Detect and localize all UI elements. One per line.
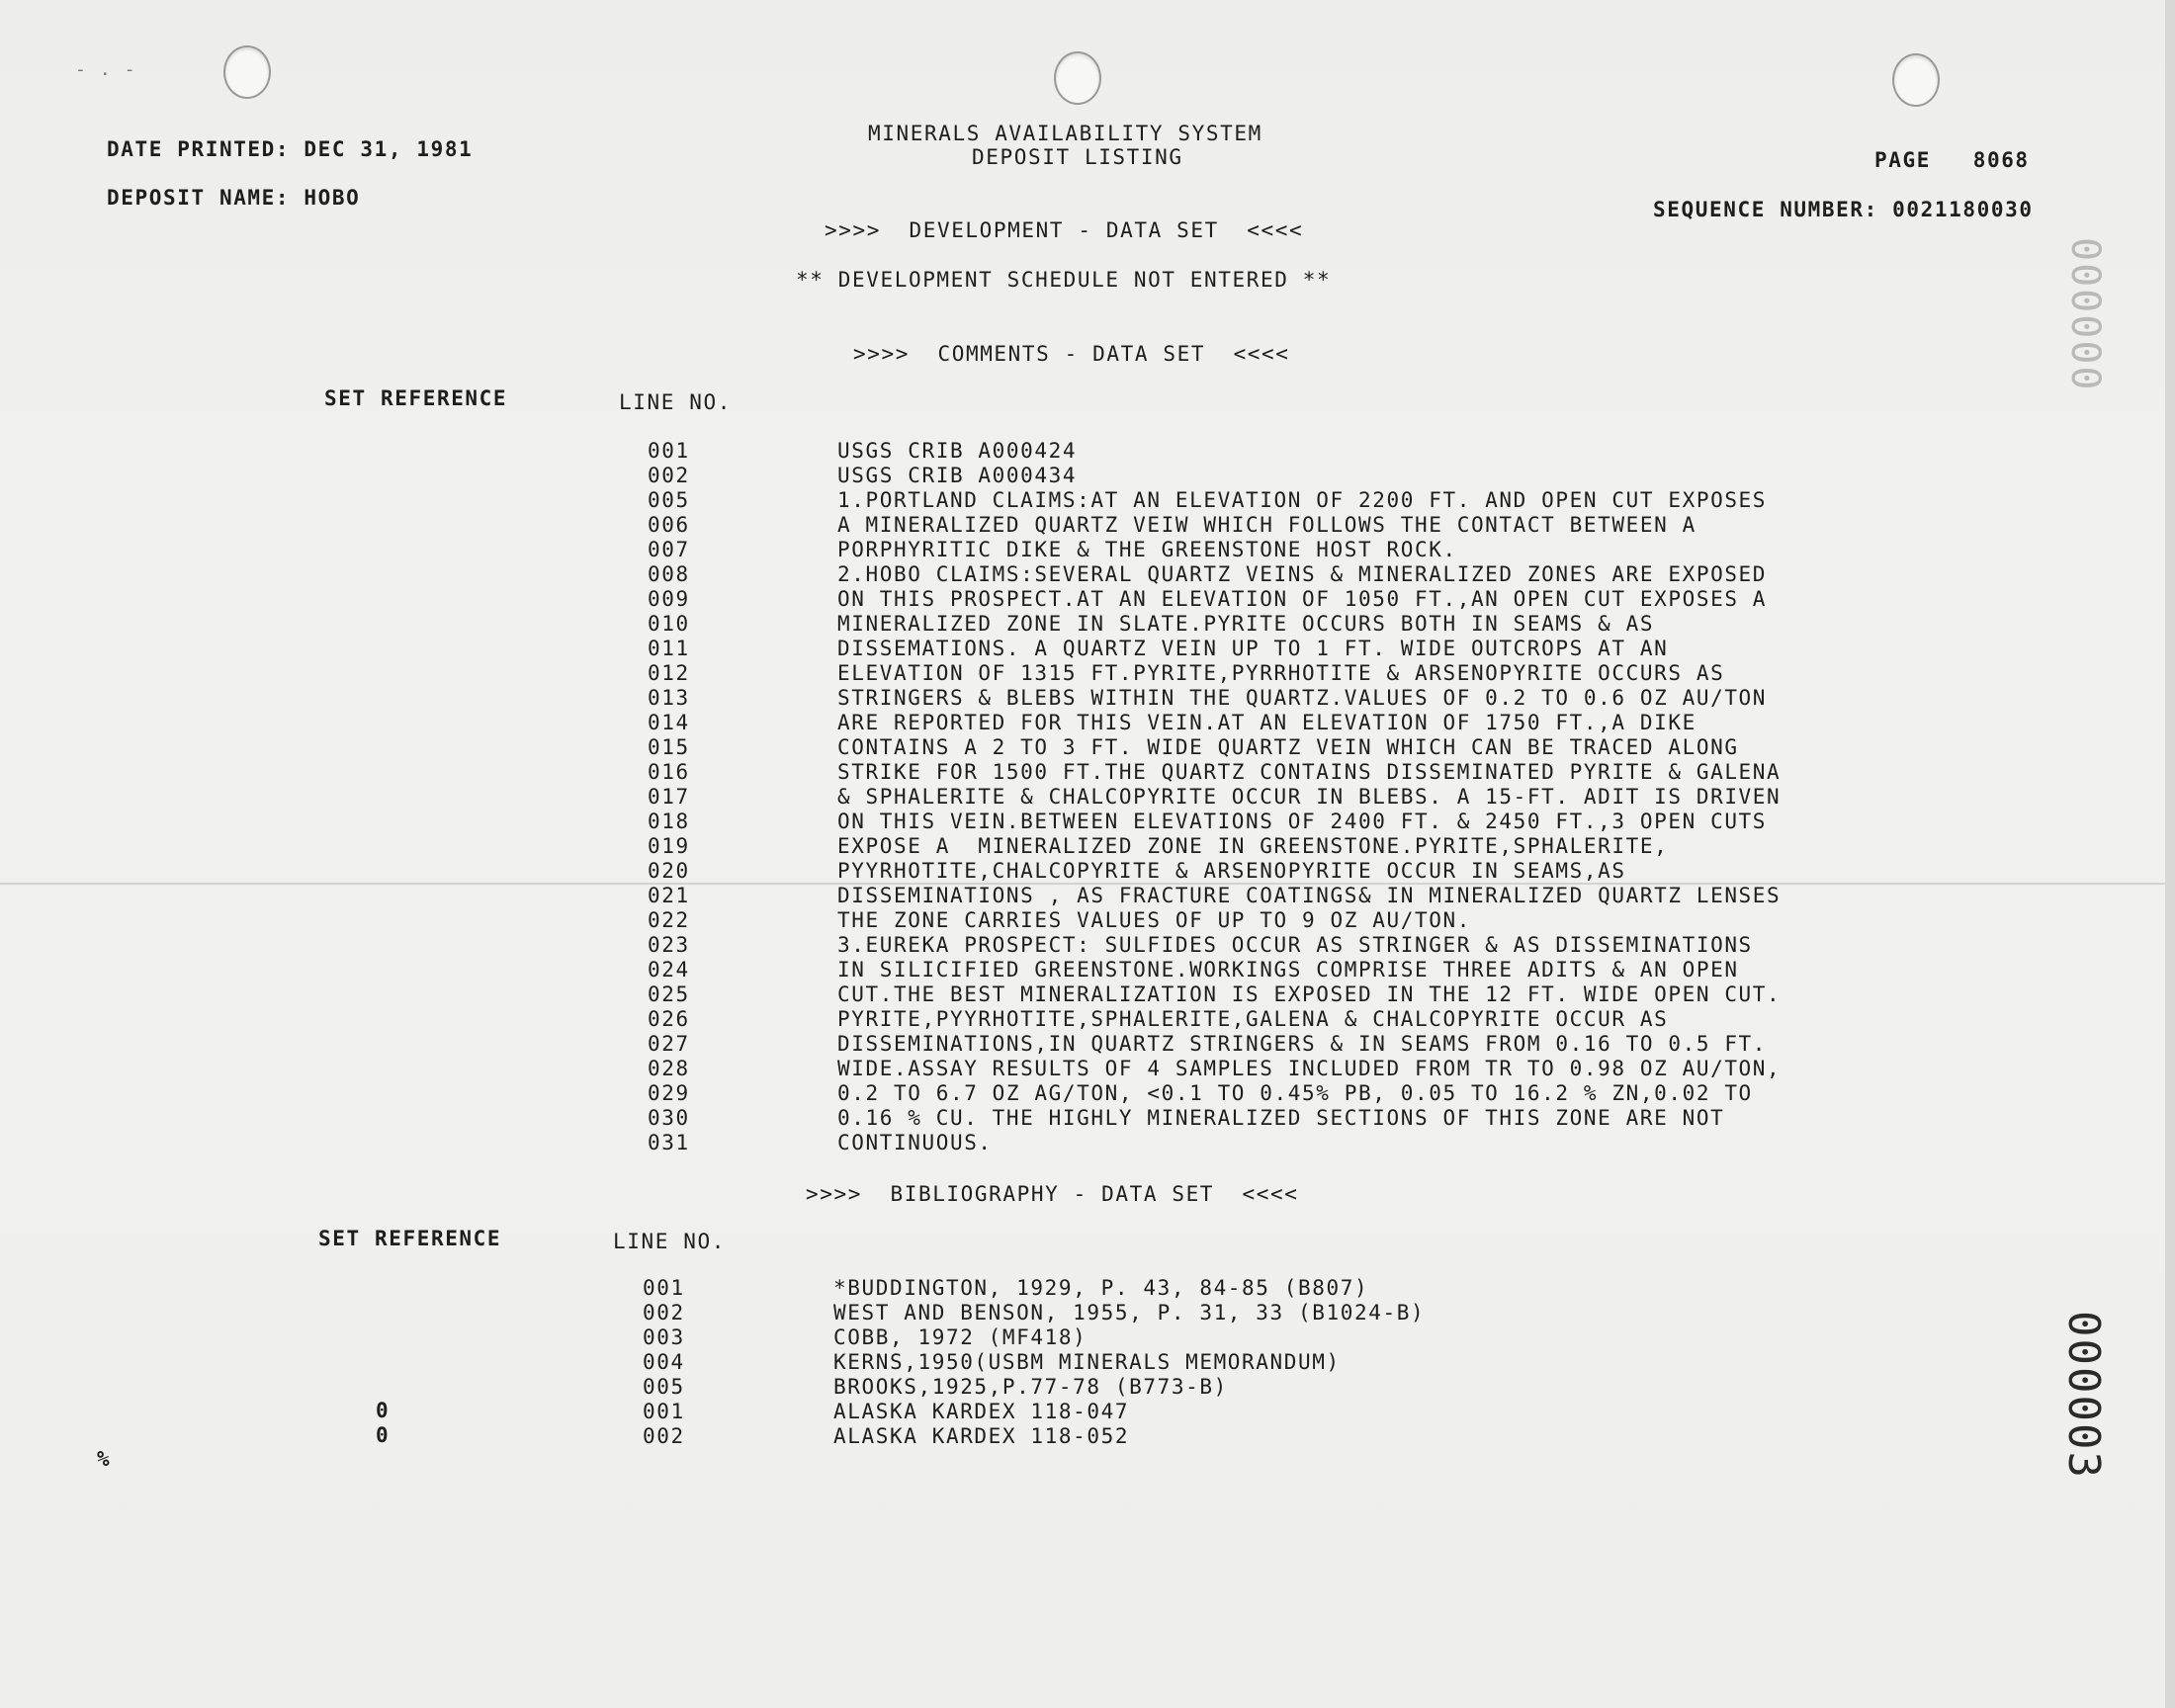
comment-text: 0.2 TO 6.7 OZ AG/TON, <0.1 TO 0.45% PB, 0.05 TO 16.2 % ZN,0.02 TO	[837, 1081, 1753, 1105]
development-heading: >>>> DEVELOPMENT - DATA SET <<<<	[825, 218, 1304, 242]
punch-hole-right	[1892, 53, 1940, 107]
comments-line-numbers	[648, 439, 717, 1180]
faint-frame-stamp: 000000	[2062, 237, 2108, 392]
comment-text: CUT.THE BEST MINERALIZATION IS EXPOSED IN THE 12 FT. WIDE OPEN CUT.	[837, 982, 1782, 1006]
comment-line-no: 002	[648, 464, 690, 487]
bibliography-line-numbers	[643, 1276, 712, 1449]
comment-line-no: 015	[648, 735, 690, 759]
bibliography-line-no: 002	[643, 1301, 685, 1324]
comment-line-no: 022	[648, 908, 690, 932]
comment-text: USGS CRIB A000434	[837, 464, 1078, 487]
comment-text: DISSEMINATIONS , AS FRACTURE COATINGS& IN MINERALIZED QUARTZ LENSES	[837, 884, 1782, 907]
bibliography-line-no: 004	[643, 1350, 685, 1374]
listing-title: DEPOSIT LISTING	[972, 145, 1183, 169]
percent-mark: %	[97, 1447, 112, 1471]
comment-line-no: 001	[648, 439, 690, 463]
comment-line-no: 018	[648, 810, 690, 833]
comment-line-no: 025	[648, 982, 690, 1006]
bibliography-set-reference-header: SET REFERENCE	[318, 1227, 502, 1250]
comment-text: STRINGERS & BLEBS WITHIN THE QUARTZ.VALUES OF 0.2 TO 0.6 OZ AU/TON	[837, 686, 1768, 710]
comment-text: ON THIS PROSPECT.AT AN ELEVATION OF 1050 FT.,AN OPEN CUT EXPOSES A	[837, 587, 1768, 611]
comment-line-no: 031	[648, 1131, 690, 1154]
bibliography-line-no: 001	[643, 1276, 685, 1300]
comment-line-no: 016	[648, 760, 690, 784]
comment-text: PYRITE,PYYRHOTITE,SPHALERITE,GALENA & CHALCOPYRITE OCCUR AS	[837, 1007, 1669, 1031]
comment-line-no: 028	[648, 1057, 690, 1080]
comment-line-no: 006	[648, 513, 690, 537]
bibliography-line-no: 002	[643, 1424, 685, 1448]
bibliography-entry: WEST AND BENSON, 1955, P. 31, 33 (B1024-B)	[833, 1301, 1426, 1324]
comment-text: CONTINUOUS.	[837, 1131, 993, 1154]
comment-line-no: 007	[648, 538, 690, 561]
comment-text: PORPHYRITIC DIKE & THE GREENSTONE HOST ROCK.	[837, 538, 1457, 561]
comments-text-column	[837, 439, 2152, 1180]
deposit-name: DEPOSIT NAME: HOBO	[107, 186, 361, 210]
comment-text: DISSEMINATIONS,IN QUARTZ STRINGERS & IN SEAMS FROM 0.16 TO 0.5 FT.	[837, 1032, 1768, 1056]
punch-hole-left	[223, 45, 271, 99]
comment-line-no: 011	[648, 637, 690, 660]
date-printed: DATE PRINTED: DEC 31, 1981	[107, 137, 474, 161]
comment-text: PYYRHOTITE,CHALCOPYRITE & ARSENOPYRITE OCCUR IN SEAMS,AS	[837, 859, 1626, 883]
bibliography-heading: >>>> BIBLIOGRAPHY - DATA SET <<<<	[806, 1182, 1299, 1206]
comment-text: EXPOSE A MINERALIZED ZONE IN GREENSTONE.PYRITE,SPHALERITE,	[837, 834, 1669, 858]
comment-text: ELEVATION OF 1315 FT.PYRITE,PYRRHOTITE & ARSENOPYRITE OCCURS AS	[837, 661, 1725, 685]
comment-line-no	[648, 1155, 717, 1180]
comment-text	[837, 1155, 2152, 1180]
comment-text: 0.16 % CU. THE HIGHLY MINERALIZED SECTIONS OF THIS ZONE ARE NOT	[837, 1106, 1725, 1130]
comment-line-no: 026	[648, 1007, 690, 1031]
sheet-edge	[2165, 0, 2175, 1708]
comment-line-no: 023	[648, 933, 690, 957]
comment-text: ON THIS VEIN.BETWEEN ELEVATIONS OF 2400 FT. & 2450 FT.,3 OPEN CUTS	[837, 810, 1768, 833]
comment-text: IN SILICIFIED GREENSTONE.WORKINGS COMPRISE THREE ADITS & AN OPEN	[837, 958, 1739, 982]
bibliography-entry: COBB, 1972 (MF418)	[833, 1325, 1088, 1349]
comment-line-no: 013	[648, 686, 690, 710]
bibliography-line-no: 003	[643, 1325, 685, 1349]
comments-set-reference-header: SET REFERENCE	[324, 386, 508, 410]
development-note: ** DEVELOPMENT SCHEDULE NOT ENTERED **	[796, 268, 1332, 292]
comment-line-no: 014	[648, 711, 690, 734]
comment-line-no: 008	[648, 562, 690, 586]
bibliography-ref: 0	[376, 1399, 391, 1422]
comment-line-no: 029	[648, 1081, 690, 1105]
comment-line-no: 020	[648, 859, 690, 883]
page-number: PAGE 8068	[1874, 148, 2030, 172]
comment-line-no: 005	[648, 488, 690, 512]
bibliography-line-no-header: LINE NO.	[613, 1230, 726, 1253]
comment-line-no: 010	[648, 612, 690, 636]
comments-line-no-header: LINE NO.	[619, 390, 732, 414]
frame-number-stamp: 000003	[2058, 1311, 2109, 1480]
sequence-number: SEQUENCE NUMBER: 0021180030	[1653, 198, 2034, 221]
comment-text: WIDE.ASSAY RESULTS OF 4 SAMPLES INCLUDED FROM TR TO 0.98 OZ AU/TON,	[837, 1057, 1782, 1080]
comment-text: CONTAINS A 2 TO 3 FT. WIDE QUARTZ VEIN WHICH CAN BE TRACED ALONG	[837, 735, 1739, 759]
comment-line-no: 019	[648, 834, 690, 858]
bibliography-ref: 0	[376, 1423, 391, 1447]
comment-text: ARE REPORTED FOR THIS VEIN.AT AN ELEVATION OF 1750 FT.,A DIKE	[837, 711, 1696, 734]
comment-line-no: 027	[648, 1032, 690, 1056]
system-title: MINERALS AVAILABILITY SYSTEM	[868, 122, 1262, 145]
comment-line-no: 009	[648, 587, 690, 611]
top-margin-marks: - . -	[75, 59, 137, 80]
comment-text: DISSEMATIONS. A QUARTZ VEIN UP TO 1 FT. WIDE OUTCROPS AT AN	[837, 637, 1669, 660]
bibliography-entry: ALASKA KARDEX 118-047	[833, 1400, 1130, 1423]
comment-line-no: 021	[648, 884, 690, 907]
comment-text: 1.PORTLAND CLAIMS:AT AN ELEVATION OF 2200 FT. AND OPEN CUT EXPOSES	[837, 488, 1768, 512]
comment-text: THE ZONE CARRIES VALUES OF UP TO 9 OZ AU/TON.	[837, 908, 1471, 932]
comment-text: STRIKE FOR 1500 FT.THE QUARTZ CONTAINS DISSEMINATED PYRITE & GALENA	[837, 760, 1782, 784]
bibliography-line-no: 005	[643, 1375, 685, 1399]
comment-text: A MINERALIZED QUARTZ VEIW WHICH FOLLOWS THE CONTACT BETWEEN A	[837, 513, 1696, 537]
comment-line-no: 017	[648, 785, 690, 809]
bibliography-entry: KERNS,1950(USBM MINERALS MEMORANDUM)	[833, 1350, 1341, 1374]
comment-line-no: 012	[648, 661, 690, 685]
comments-heading: >>>> COMMENTS - DATA SET <<<<	[853, 342, 1290, 366]
bibliography-entry: *BUDDINGTON, 1929, P. 43, 84-85 (B807)	[833, 1276, 1369, 1300]
comment-line-no: 024	[648, 958, 690, 982]
punch-hole-center	[1054, 51, 1101, 105]
bibliography-entry: ALASKA KARDEX 118-052	[833, 1424, 1130, 1448]
bibliography-entry: BROOKS,1925,P.77-78 (B773-B)	[833, 1375, 1228, 1399]
bibliography-text-column	[833, 1276, 2020, 1449]
bibliography-line-no: 001	[643, 1400, 685, 1423]
bibliography-ref-column	[376, 1399, 455, 1448]
comment-text: & SPHALERITE & CHALCOPYRITE OCCUR IN BLEBS. A 15-FT. ADIT IS DRIVEN	[837, 785, 1782, 809]
comment-text: MINERALIZED ZONE IN SLATE.PYRITE OCCURS BOTH IN SEAMS & AS	[837, 612, 1655, 636]
comment-line-no: 030	[648, 1106, 690, 1130]
comment-text: 3.EUREKA PROSPECT: SULFIDES OCCUR AS STRINGER & AS DISSEMINATIONS	[837, 933, 1753, 957]
comment-text: USGS CRIB A000424	[837, 439, 1078, 463]
comment-text: 2.HOBO CLAIMS:SEVERAL QUARTZ VEINS & MINERALIZED ZONES ARE EXPOSED	[837, 562, 1768, 586]
